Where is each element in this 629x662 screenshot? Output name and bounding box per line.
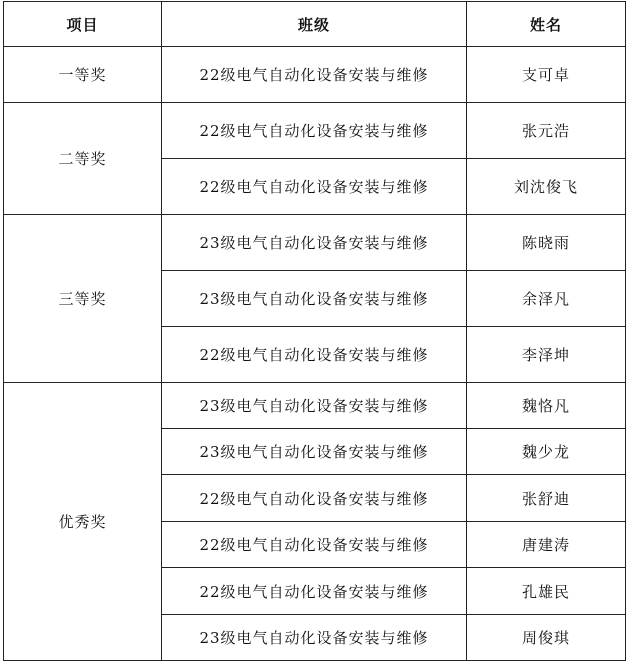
name-cell: 支可卓 [467, 47, 626, 103]
name-cell: 李泽坤 [467, 327, 626, 383]
class-cell: 23级电气自动化设备安装与维修 [162, 271, 467, 327]
table-row [4, 103, 626, 159]
class-cell: 22级电气自动化设备安装与维修 [162, 47, 467, 103]
class-cell: 23级电气自动化设备安装与维修 [162, 615, 467, 661]
name-cell: 张元浩 [467, 103, 626, 159]
award-cell: 一等奖 [4, 47, 162, 103]
award-cell: 三等奖 [4, 215, 162, 383]
class-cell: 22级电气自动化设备安装与维修 [162, 475, 467, 522]
awards-table [3, 1, 626, 661]
class-cell: 22级电气自动化设备安装与维修 [162, 568, 467, 615]
name-cell: 刘沈俊飞 [467, 159, 626, 215]
class-cell: 22级电气自动化设备安装与维修 [162, 159, 467, 215]
award-cell: 二等奖 [4, 103, 162, 215]
header-class: 班级 [162, 2, 467, 47]
table-row [4, 383, 626, 429]
name-cell: 张舒迪 [467, 475, 626, 522]
header-name: 姓名 [467, 2, 626, 47]
table-row [4, 47, 626, 103]
class-cell: 23级电气自动化设备安装与维修 [162, 383, 467, 429]
name-cell: 余泽凡 [467, 271, 626, 327]
name-cell: 唐建涛 [467, 522, 626, 568]
name-cell: 孔雄民 [467, 568, 626, 615]
header-row [4, 2, 626, 47]
table-row [4, 215, 626, 271]
name-cell: 魏少龙 [467, 429, 626, 475]
name-cell: 周俊琪 [467, 615, 626, 661]
award-cell: 优秀奖 [4, 383, 162, 661]
class-cell: 23级电气自动化设备安装与维修 [162, 215, 467, 271]
class-cell: 22级电气自动化设备安装与维修 [162, 103, 467, 159]
class-cell: 22级电气自动化设备安装与维修 [162, 327, 467, 383]
header-award: 项目 [4, 2, 162, 47]
name-cell: 魏恪凡 [467, 383, 626, 429]
class-cell: 23级电气自动化设备安装与维修 [162, 429, 467, 475]
name-cell: 陈晓雨 [467, 215, 626, 271]
class-cell: 22级电气自动化设备安装与维修 [162, 522, 467, 568]
